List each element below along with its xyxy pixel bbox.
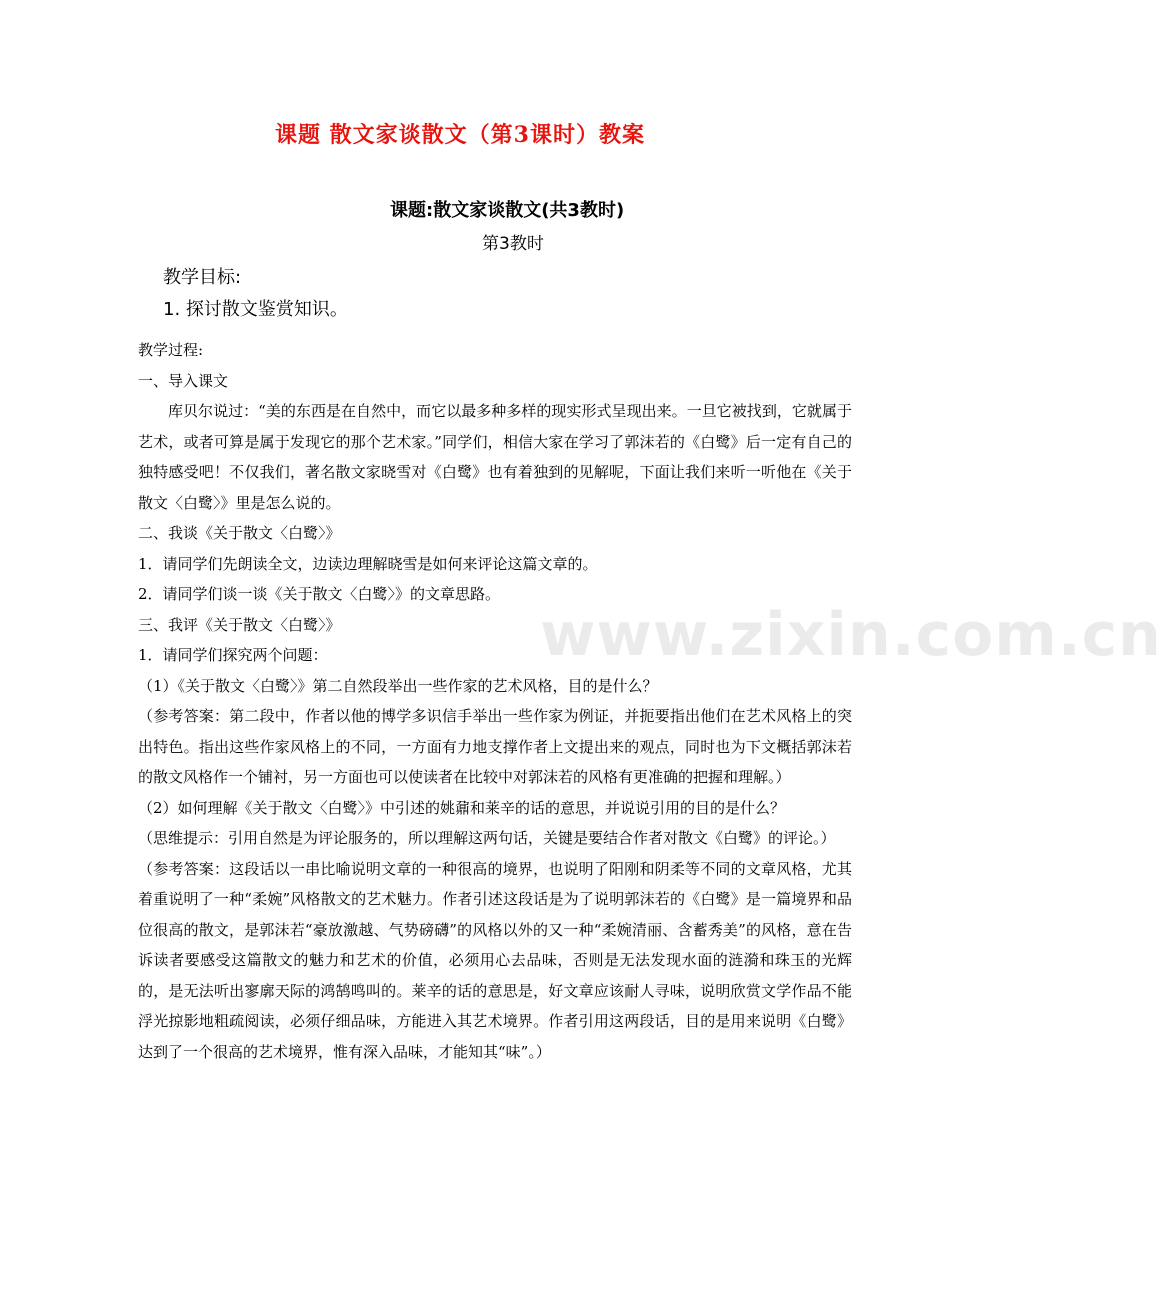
- list-item: 1．请同学们先朗读全文，边读边理解晓雪是如何来评论这篇文章的。: [138, 554, 598, 573]
- objectives-heading: 教学目标:: [163, 267, 242, 288]
- watermark: www.zixin.com.cn: [540, 600, 1162, 670]
- section-heading: 一、导入课文: [138, 371, 229, 390]
- question: （2）如何理解《关于散文〈白鹭〉》中引述的姚鼐和莱辛的话的意思，并说说引用的目的是什么？: [138, 798, 786, 817]
- section-heading: 二、我谈《关于散文〈白鹭〉》: [138, 524, 341, 542]
- list-item: 1．请同学们探究两个问题：: [138, 646, 328, 664]
- answer-paragraph: （参考答案：这段话以一串比喻说明文章的一种很高的境界，也说明了阳刚和阴柔等不同的文章风格，尤其着重说明了一种“柔婉”风格散文的艺术魅力。作者引述这段话是为了说明郭沫若的《白鹭》是一篇境界和品位很高的散文，是郭沫若“豪放激越、气势磅礴”的风格以外的又一种“柔婉清丽、含蓄秀美”的风格，意在告诉读者要感受这篇散文的魅力和艺术的价值，必须用心去品味，否则是无法发现水面的涟漪和珠玉的光辉的，是无法听出寥廓天际的鸿鹄鸣叫的。莱辛的话的意思是，好文章应该耐人寻味，说明欣赏文学作品不能浮光掠影地粗疏阅读，必须仔细品味，方能进入其艺术境界。作者引用这两段话，目的是用来说明《白鹭》达到了一个很高的艺术境界，惟有深入品味，才能知其“味”。）: [138, 859, 852, 1061]
- question: （1）《关于散文〈白鹭〉》第二自然段举出一些作家的艺术风格，目的是什么？: [138, 676, 658, 695]
- objective-item: 1. 探讨散文鉴赏知识。: [163, 299, 348, 320]
- sub-title: 课题:散文家谈散文(共3教时): [390, 200, 625, 221]
- list-item: 2．请同学们谈一谈《关于散文〈白鹭〉》的文章思路。: [138, 585, 501, 603]
- main-title: 课题 散文家谈散文（第3课时）教案: [275, 122, 645, 148]
- body-text: [138, 335, 852, 1067]
- answer-paragraph: （参考答案：第二段中，作者以他的博学多识信手举出一些作家为例证，并扼要指出他们在艺术风格上的突出特色。指出这些作家风格上的不同，一方面有力地支撑作者上文提出来的观点，同时也为下文概括郭沫若的散文风格作一个铺衬，另一方面也可以使读者在比较中对郭沫若的风格有更准确的把握和理解。）: [138, 707, 852, 786]
- paragraph: 库贝尔说过：“美的东西是在自然中，而它以最多种多样的现实形式呈现出来。一旦它被找到，它就属于艺术，或者可算是属于发现它的那个艺术家。”同学们，相信大家在学习了郭沫若的《白鹭》后一定有自己的独特感受吧！不仅我们，著名散文家晓雪对《白鹭》也有着独到的见解呢，下面让我们来听一听他在《关于散文〈白鹭〉》里是怎么说的。: [138, 402, 852, 512]
- process-heading: 教学过程:: [138, 341, 204, 359]
- hint-paragraph: （思维提示：引用自然是为评论服务的，所以理解这两句话，关键是要结合作者对散文《白鹭》的评论。）: [138, 829, 836, 847]
- session-label: 第3教时: [482, 234, 544, 254]
- section-heading: 三、我评《关于散文〈白鹭〉》: [138, 615, 341, 634]
